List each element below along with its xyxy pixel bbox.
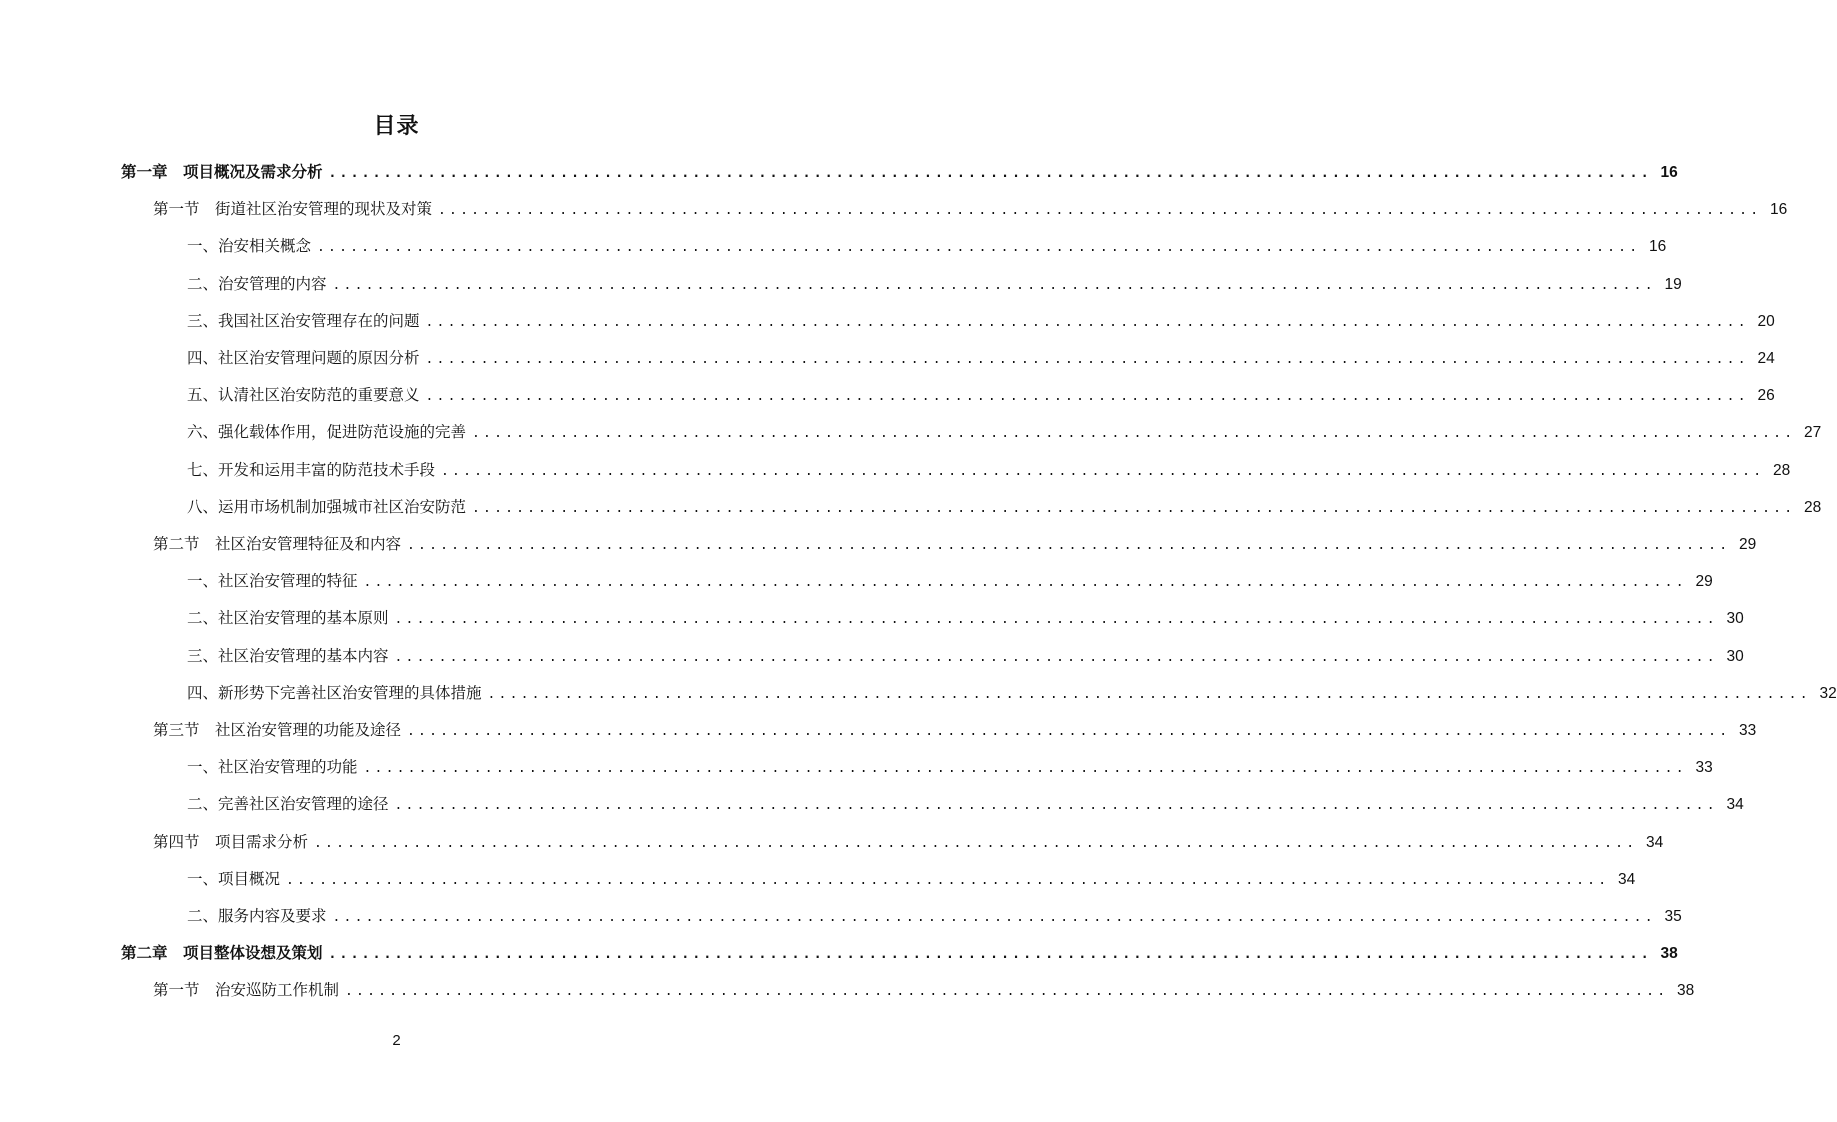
toc-entry-item[interactable] bbox=[187, 867, 1636, 891]
toc-entry-item[interactable] bbox=[187, 904, 1682, 928]
page-number: 2 bbox=[392, 1032, 401, 1049]
dot-leader: ........................................................................................................................ bbox=[441, 463, 1765, 479]
toc-entry-item[interactable] bbox=[187, 495, 1822, 519]
toc-entry-page: 30 bbox=[1726, 610, 1744, 628]
toc-entry-label: 一、社区治安管理的功能 bbox=[187, 758, 358, 777]
toc-entry-label: 二、治安管理的内容 bbox=[187, 274, 327, 293]
toc-entry-section[interactable] bbox=[153, 532, 1757, 556]
toc-entry-item[interactable] bbox=[187, 755, 1713, 779]
toc-entry-label: 一、治安相关概念 bbox=[187, 237, 312, 256]
dot-leader: ........................................................................................................................ bbox=[407, 538, 1731, 553]
dot-leader: ........................................................................................................................ bbox=[286, 872, 1610, 888]
toc-entry-label: 第一节 治安巡防工作机制 bbox=[153, 981, 340, 1000]
toc-entry-label: 第一节 街道社区治安管理的现状及对策 bbox=[153, 200, 433, 219]
toc-entry-label: 第一章 项目概况及需求分析 bbox=[121, 163, 323, 181]
dot-leader: ........................................................................................................................ bbox=[472, 426, 1796, 442]
toc-entry-page: 35 bbox=[1664, 908, 1682, 925]
toc-entry-page: 16 bbox=[1648, 238, 1667, 256]
toc-entry-page: 29 bbox=[1738, 536, 1757, 553]
toc-entry-section[interactable] bbox=[153, 830, 1664, 854]
toc-entry-label: 二、社区治安管理的基本原则 bbox=[187, 609, 389, 628]
dot-leader: ........................................................................................................................ bbox=[314, 835, 1638, 851]
toc-entry-section[interactable] bbox=[153, 978, 1695, 1002]
toc-entry-item[interactable] bbox=[187, 234, 1667, 258]
toc-entry-page: 33 bbox=[1695, 759, 1713, 777]
toc-entry-page: 28 bbox=[1803, 498, 1822, 516]
toc-entry-label: 四、社区治安管理问题的原因分析 bbox=[187, 349, 420, 367]
toc-entry-label: 二、完善社区治安管理的途径 bbox=[187, 795, 389, 814]
toc-entry-item[interactable] bbox=[187, 569, 1713, 593]
toc-entry-page: 29 bbox=[1695, 573, 1713, 591]
toc-entry-page: 34 bbox=[1617, 870, 1636, 888]
toc-entry-item[interactable] bbox=[187, 606, 1744, 630]
toc-entry-item[interactable] bbox=[187, 272, 1682, 296]
toc-entry-item[interactable] bbox=[187, 792, 1744, 816]
toc-entry-item[interactable] bbox=[187, 458, 1791, 482]
toc-entry-label: 第二章 项目整体设想及策划 bbox=[121, 944, 323, 963]
toc-entry-label: 四、新形势下完善社区治安管理的具体措施 bbox=[187, 683, 482, 702]
toc-entry-item[interactable] bbox=[187, 383, 1775, 407]
toc-entry-item[interactable] bbox=[187, 309, 1775, 333]
toc-entry-item[interactable] bbox=[187, 681, 1837, 705]
toc-entry-page: 34 bbox=[1726, 796, 1744, 814]
toc-entry-label: 一、项目概况 bbox=[187, 869, 281, 888]
toc-entry-label: 第二节 社区治安管理特征及和内容 bbox=[153, 535, 402, 553]
toc-entry-page: 32 bbox=[1819, 684, 1837, 702]
toc-entry-label: 六、强化载体作用，促进防范设施的完善 bbox=[187, 423, 467, 442]
toc-entry-page: 20 bbox=[1757, 312, 1775, 330]
dot-leader: ........................................................................................................................ bbox=[425, 389, 1749, 405]
dot-leader: ........................................................................................................................ bbox=[328, 166, 1652, 181]
toc-entry-item[interactable] bbox=[187, 346, 1775, 370]
toc-entry-label: 七、开发和运用丰富的防范技术手段 bbox=[187, 460, 436, 479]
dot-leader: ........................................................................................................................ bbox=[425, 352, 1749, 367]
toc-entry-chapter[interactable] bbox=[121, 160, 1678, 184]
dot-leader: ........................................................................................................................ bbox=[317, 240, 1641, 256]
toc-entry-page: 16 bbox=[1660, 164, 1678, 181]
dot-leader: ........................................................................................................................ bbox=[425, 314, 1749, 330]
dot-leader: ........................................................................................................................ bbox=[345, 984, 1669, 1000]
toc-entry-label: 五、认清社区治安防范的重要意义 bbox=[187, 386, 420, 405]
toc-entry-label: 三、社区治安管理的基本内容 bbox=[187, 646, 389, 665]
page-title: 目录 bbox=[373, 114, 420, 139]
toc-entry-page: 26 bbox=[1757, 387, 1775, 405]
toc-entry-label: 第三节 社区治安管理的功能及途径 bbox=[153, 721, 402, 739]
dot-leader: ........................................................................................................................ bbox=[332, 277, 1656, 293]
dot-leader: ........................................................................................................................ bbox=[328, 947, 1652, 963]
toc-entry-page: 30 bbox=[1726, 647, 1744, 665]
toc-entry-label: 二、服务内容及要求 bbox=[187, 907, 327, 925]
toc-entry-label: 八、运用市场机制加强城市社区治安防范 bbox=[187, 497, 467, 516]
dot-leader: ........................................................................................................................ bbox=[363, 761, 1687, 777]
toc-entry-page: 19 bbox=[1664, 275, 1682, 293]
toc-entry-label: 第四节 项目需求分析 bbox=[153, 832, 309, 851]
dot-leader: ........................................................................................................................ bbox=[487, 686, 1811, 702]
toc-entry-page: 38 bbox=[1660, 945, 1678, 963]
dot-leader: ........................................................................................................................ bbox=[438, 203, 1762, 219]
dot-leader: ........................................................................................................................ bbox=[472, 500, 1796, 516]
dot-leader: ........................................................................................................................ bbox=[394, 649, 1718, 665]
toc-entry-label: 一、社区治安管理的特征 bbox=[187, 572, 358, 591]
toc-entry-chapter[interactable] bbox=[121, 941, 1678, 965]
toc-entry-page: 16 bbox=[1769, 201, 1788, 219]
toc-entry-page: 33 bbox=[1738, 722, 1757, 739]
toc-entry-page: 34 bbox=[1645, 833, 1664, 851]
toc-entry-page: 27 bbox=[1803, 424, 1822, 442]
toc-entry-page: 24 bbox=[1757, 350, 1775, 367]
toc-entry-item[interactable] bbox=[187, 420, 1822, 444]
toc-entry-page: 38 bbox=[1676, 982, 1695, 1000]
dot-leader: ........................................................................................................................ bbox=[332, 910, 1656, 925]
dot-leader: ........................................................................................................................ bbox=[363, 575, 1687, 591]
dot-leader: ........................................................................................................................ bbox=[394, 612, 1718, 628]
toc-entry-item[interactable] bbox=[187, 644, 1744, 668]
toc-entry-page: 28 bbox=[1772, 461, 1791, 479]
toc-entry-section[interactable] bbox=[153, 718, 1757, 742]
dot-leader: ........................................................................................................................ bbox=[394, 798, 1718, 814]
toc-entry-section[interactable] bbox=[153, 197, 1788, 221]
dot-leader: ........................................................................................................................ bbox=[407, 724, 1731, 739]
toc-entry-label: 三、我国社区治安管理存在的问题 bbox=[187, 311, 420, 330]
